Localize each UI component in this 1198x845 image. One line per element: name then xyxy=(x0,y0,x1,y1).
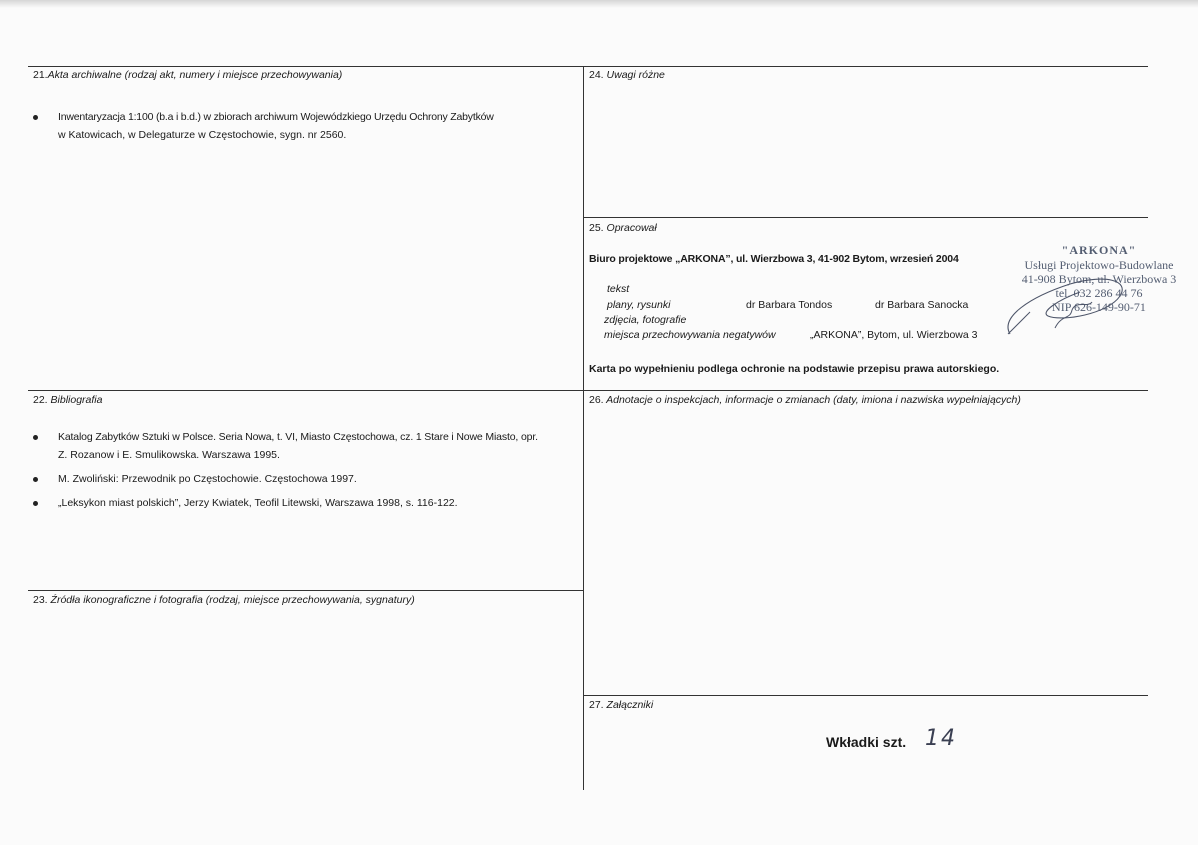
s25-row-zdjecia: zdjęcia, fotografie xyxy=(604,314,687,326)
s21-item-line2: w Katowicach, w Delegaturze w Częstochowie, sygn. nr 2560. xyxy=(58,129,347,141)
s24-number: 24. xyxy=(589,69,604,81)
rule-s22-s26-top xyxy=(28,390,1148,391)
s23-heading xyxy=(33,594,415,606)
stamp-services: Usługi Projektowo-Budowlane xyxy=(1024,258,1174,272)
stamp-phone: tel. 032 286 44 76 xyxy=(1055,286,1143,300)
s26-heading xyxy=(589,394,1021,406)
s21-title: Akta archiwalne (rodzaj akt, numery i miejsce przechowywania) xyxy=(47,69,343,81)
bullet-icon xyxy=(33,435,38,440)
s25-row-tekst: tekst xyxy=(607,283,630,295)
s22-list-item-1 xyxy=(33,428,581,468)
s25-heading xyxy=(589,222,657,234)
stamp-company-name: "ARKONA" xyxy=(1061,243,1137,257)
bullet-icon xyxy=(33,115,38,120)
s27-number: 27. xyxy=(589,699,604,711)
s22-number: 22. xyxy=(33,394,48,406)
s22-title: Bibliografia xyxy=(50,394,103,406)
s21-list-item xyxy=(33,108,581,148)
top-rule xyxy=(28,66,1148,67)
s22-item3-text: „Leksykon miast polskich”, Jerzy Kwiatek, Teofil Litewski, Warszawa 1998, s. 116-122. xyxy=(58,497,458,509)
rule-s27-top xyxy=(583,695,1148,696)
s25-office: Biuro projektowe „ARKONA”, ul. Wierzbowa 3, 41-902 Bytom, wrzesień 2004 xyxy=(589,253,959,265)
s24-heading xyxy=(589,69,665,81)
s27-inserts-count: 14 xyxy=(925,726,957,751)
s23-title: Źródła ikonograficzne i fotografia (rodzaj, miejsce przechowywania, sygnatury) xyxy=(50,594,415,606)
stamp-tax-id: NIP 626-149-90-71 xyxy=(1052,300,1146,314)
s21-item-line1: Inwentaryzacja 1:100 (b.a i b.d.) w zbiorach archiwum Wojewódzkiego Urzędu Ochrony Zabytków xyxy=(58,111,494,123)
bullet-icon xyxy=(33,501,38,506)
s22-heading xyxy=(33,394,102,406)
s25-author1: dr Barbara Tondos xyxy=(746,299,833,311)
s25-row-miejsca: miejsca przechowywania negatywów xyxy=(604,329,776,341)
center-divider xyxy=(583,66,584,790)
s26-number: 26. xyxy=(589,394,604,406)
s27-title: Załączniki xyxy=(606,699,654,711)
s27-heading xyxy=(589,699,653,711)
s22-list-item-2 xyxy=(33,470,581,490)
stamp-address: 41-908 Bytom, ul. Wierzbowa 3 xyxy=(1021,272,1177,286)
s23-number: 23. xyxy=(33,594,48,606)
handwritten-signature xyxy=(1000,262,1150,342)
s22-item1-line2: Z. Rozanow i E. Smulikowska. Warszawa 1995. xyxy=(58,449,280,461)
s27-inserts-label: Wkładki szt. xyxy=(826,734,907,750)
s25-title: Opracował xyxy=(606,222,657,234)
s26-title: Adnotacje o inspekcjach, informacje o zmianach (daty, imiona i nazwiska wypełniających) xyxy=(606,394,1021,406)
s24-title: Uwagi różne xyxy=(606,69,665,81)
s22-item2-text: M. Zwoliński: Przewodnik po Częstochowie. Częstochowa 1997. xyxy=(58,473,357,485)
scan-edge-shadow xyxy=(0,0,1198,8)
s22-item1-line1: Katalog Zabytków Sztuki w Polsce. Seria Nowa, t. VI, Miasto Częstochowa, cz. 1 Stare i Nowe Miasto, opr. xyxy=(58,431,538,443)
s22-list-item-3 xyxy=(33,494,581,514)
s21-number: 21. xyxy=(33,69,48,81)
s25-number: 25. xyxy=(589,222,604,234)
rule-s23-top xyxy=(28,590,583,591)
s25-copyright-note: Karta po wypełnieniu podlega ochronie na podstawie przepisu prawa autorskiego. xyxy=(589,363,1000,375)
s25-negatives-place: „ARKONA”, Bytom, ul. Wierzbowa 3 xyxy=(810,329,978,341)
s25-author2: dr Barbara Sanocka xyxy=(875,299,969,311)
bullet-icon xyxy=(33,477,38,482)
s21-heading xyxy=(33,69,342,81)
s25-row-plany: plany, rysunki xyxy=(607,299,671,311)
rule-s25-top xyxy=(583,217,1148,218)
